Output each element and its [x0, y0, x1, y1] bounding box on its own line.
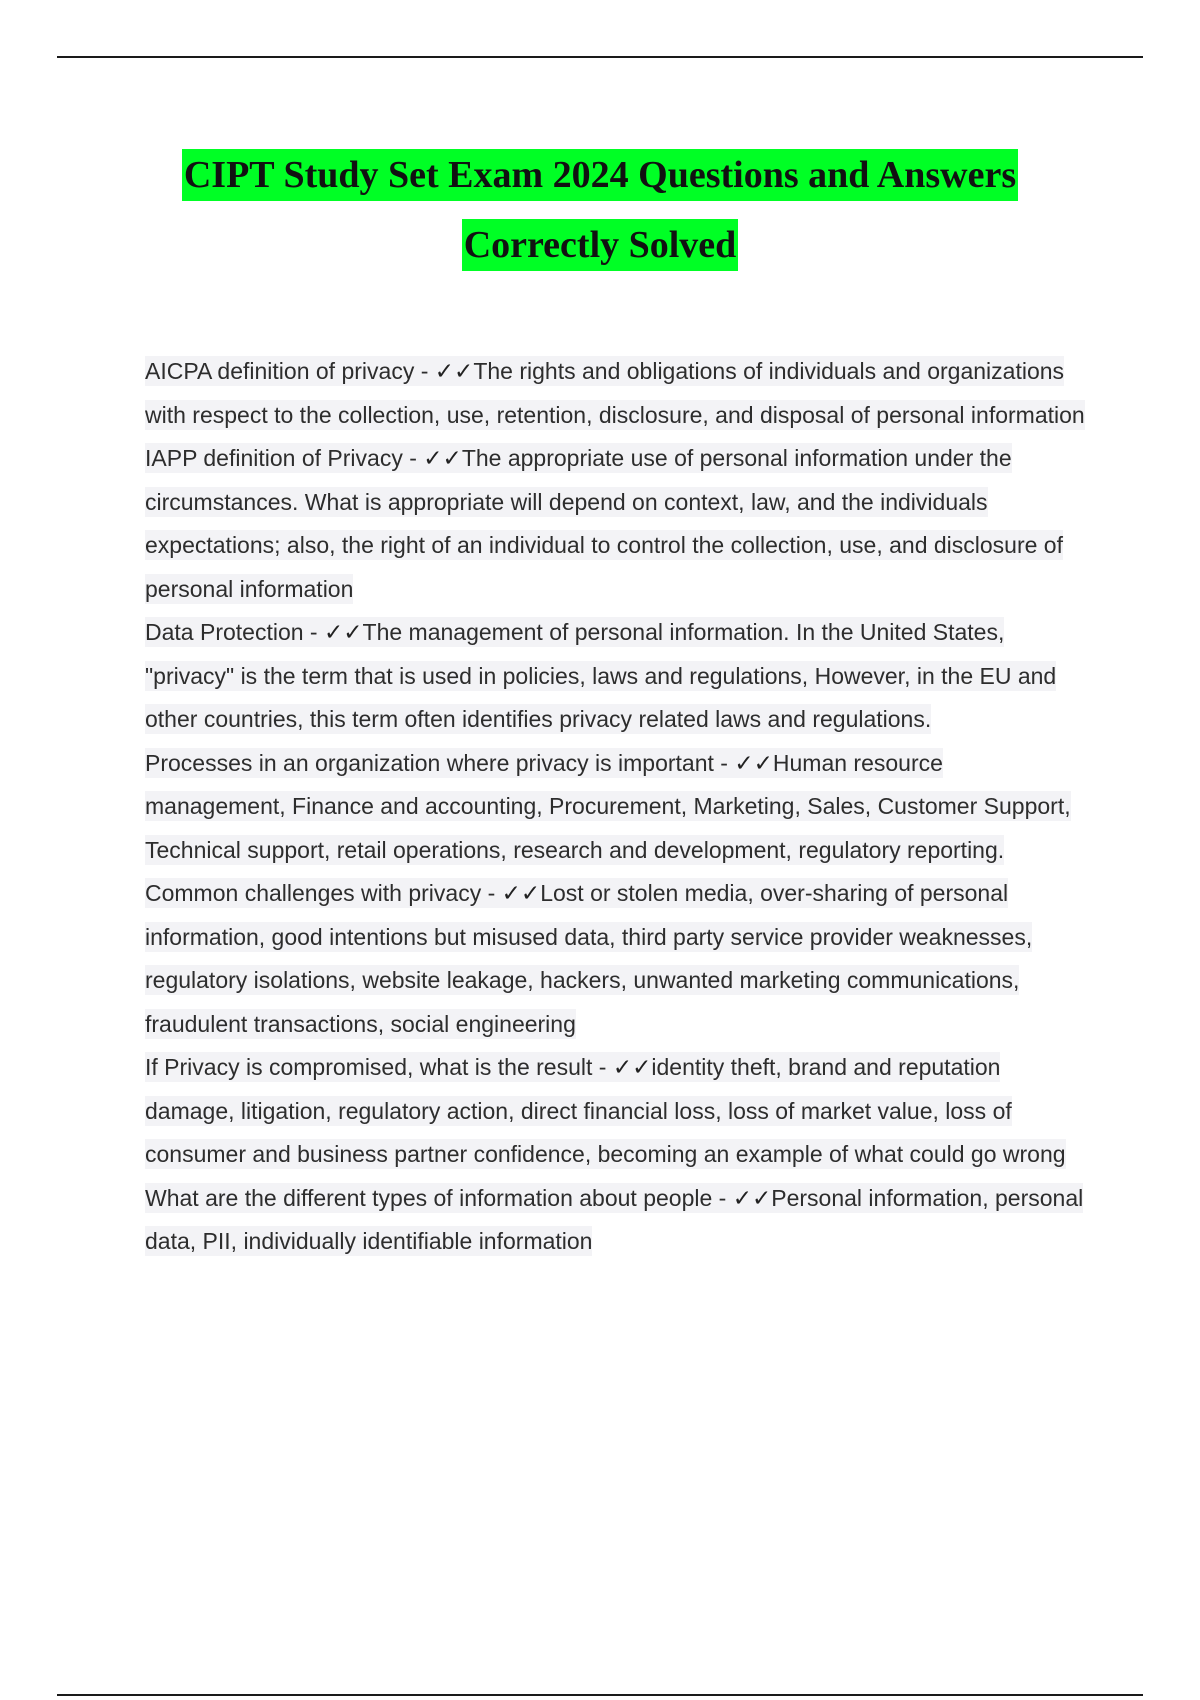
- question-text: AICPA definition of privacy: [145, 358, 415, 384]
- double-check-icon: ✓✓: [323, 619, 363, 645]
- separator: -: [414, 358, 435, 384]
- qa-item: [145, 437, 1085, 611]
- separator: -: [303, 619, 324, 645]
- title-line-2: Correctly Solved: [462, 219, 739, 271]
- double-check-icon: ✓✓: [423, 445, 462, 471]
- qa-list: [145, 350, 1085, 1264]
- double-check-icon: ✓✓: [434, 358, 474, 384]
- footer-rule: [57, 1694, 1143, 1696]
- double-check-icon: ✓✓: [734, 749, 773, 776]
- title-line-1: CIPT Study Set Exam 2024 Questions and Answers: [182, 149, 1018, 201]
- answer-text: The appropriate use of personal information under the circumstances. What is appropriate will depend on context, law, and the individuals expectations; also, the right of an individual to control the collection, use, and disclosure of personal information: [145, 445, 1063, 602]
- qa-item: [145, 742, 1085, 873]
- separator: -: [592, 1054, 613, 1080]
- answer-text: identity theft, brand and reputation damage, litigation, regulatory action, direct financial loss, loss of market value, loss of consumer and business partner confidence, becoming an example of what could go wrong: [145, 1054, 1066, 1167]
- question-text: Processes in an organization where privacy is important: [145, 749, 714, 776]
- qa-item: [145, 350, 1085, 437]
- qa-item: [145, 1177, 1085, 1264]
- separator: -: [713, 749, 735, 776]
- qa-item: [145, 1046, 1085, 1177]
- answer-text: The management of personal information. In the United States, "privacy" is the term that is used in policies, laws and regulations, However, in the EU and other countries, this term often identifies privacy related laws and regulations.: [145, 619, 1057, 732]
- answer-text: Human resource management, Finance and accounting, Procurement, Marketing, Sales, Customer Support, Technical support, retail operations, research and development, regulatory reporting.: [145, 749, 1071, 863]
- question-text: What are the different types of information about people: [145, 1184, 713, 1211]
- header-rule: [57, 56, 1143, 58]
- double-check-icon: ✓✓: [732, 1184, 772, 1211]
- double-check-icon: ✓✓: [501, 880, 541, 906]
- document-title: [0, 140, 1200, 280]
- qa-item: [145, 872, 1085, 1046]
- question-text: Data Protection: [145, 619, 304, 645]
- question-text: If Privacy is compromised, what is the result: [145, 1054, 593, 1080]
- separator: -: [712, 1184, 733, 1211]
- question-text: Common challenges with privacy: [145, 880, 482, 906]
- answer-text: The rights and obligations of individuals and organizations with respect to the collection, use, retention, disclosure, and disposal of personal information: [145, 358, 1085, 428]
- answer-text: Lost or stolen media, over-sharing of personal information, good intentions but misused data, third party service provider weaknesses, regulatory isolations, website leakage, hackers, unwanted marketing communications, fraudulent transactions, social engineering: [145, 880, 1033, 1037]
- double-check-icon: ✓✓: [612, 1054, 652, 1080]
- answer-text: Personal information, personal data, PII, individually identifiable information: [145, 1184, 1084, 1254]
- question-text: IAPP definition of Privacy: [145, 445, 403, 471]
- qa-item: [145, 611, 1085, 742]
- separator: -: [481, 880, 502, 906]
- separator: -: [402, 445, 424, 471]
